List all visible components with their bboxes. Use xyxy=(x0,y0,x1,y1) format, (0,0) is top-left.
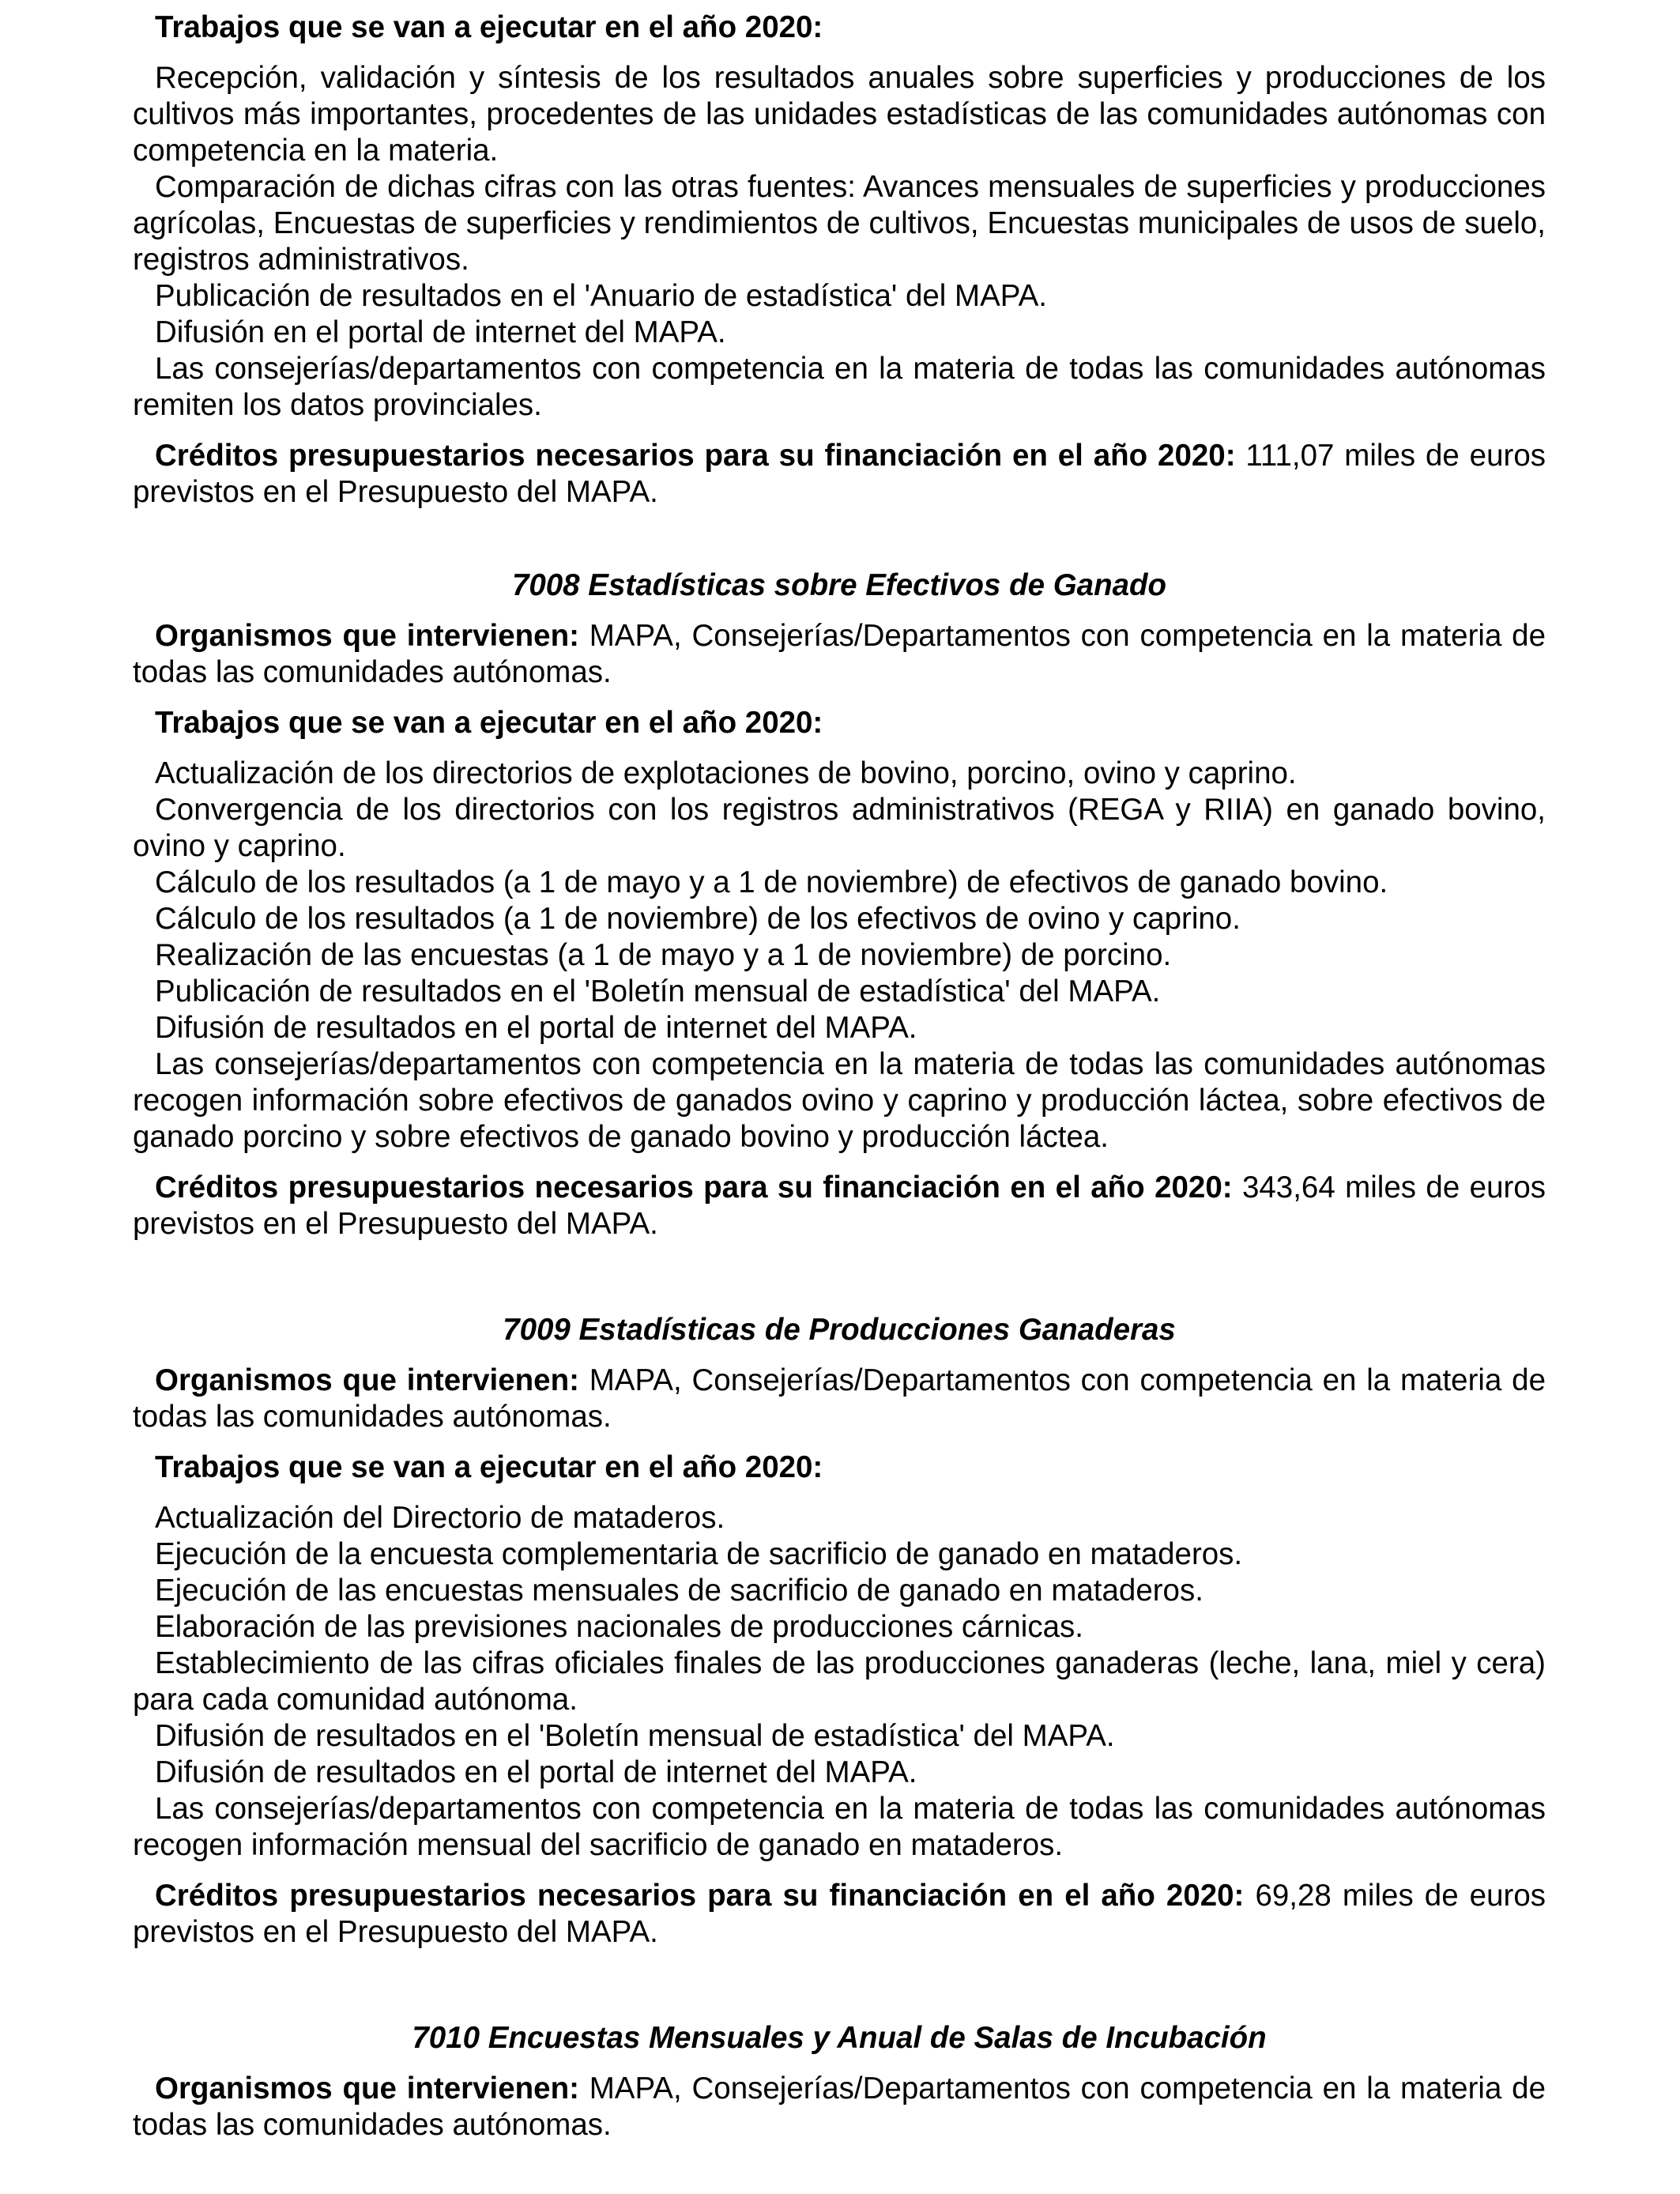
works-heading: Trabajos que se van a ejecutar en el año 2020: xyxy=(155,1450,823,1484)
works-list xyxy=(133,1500,1546,1864)
section-7007-continued xyxy=(133,9,1546,511)
credits-label: Créditos presupuestarios necesarios para su financiación en el año 2020: xyxy=(155,1879,1245,1913)
credits-text: 343,64 miles de euros previstos en el Presupuesto del MAPA. xyxy=(133,1171,1546,1241)
credits-paragraph xyxy=(133,438,1546,511)
organisms-text: MAPA, Consejerías/Departamentos con competencia en la materia de todas las comunidades autónomas. xyxy=(133,2071,1546,2142)
list-item: Comparación de dichas cifras con las otras fuentes: Avances mensuales de superficies y producciones agrícolas, Encuestas de superficies y rendimientos de cultivos, Encuestas municipales de usos de suelo, registros administrativos. xyxy=(133,170,1546,277)
section-7009 xyxy=(133,1312,1546,1951)
list-item: Publicación de resultados en el 'Anuario de estadística' del MAPA. xyxy=(155,279,1048,313)
section-7008 xyxy=(133,567,1546,1242)
section-7010 xyxy=(133,2020,1546,2143)
list-item: Establecimiento de las cifras oficiales finales de las producciones ganaderas (leche, lana, miel y cera) para cada comunidad autónoma. xyxy=(133,1646,1546,1717)
organisms-text: MAPA, Consejerías/Departamentos con competencia en la materia de todas las comunidades autónomas. xyxy=(133,1363,1546,1434)
list-item: Cálculo de los resultados (a 1 de noviembre) de los efectivos de ovino y caprino. xyxy=(155,902,1241,936)
organisms-label: Organismos que intervienen: xyxy=(155,619,579,653)
works-heading: Trabajos que se van a ejecutar en el año 2020: xyxy=(155,10,823,44)
works-list xyxy=(133,60,1546,424)
list-item: Elaboración de las previsiones nacionales de producciones cárnicas. xyxy=(155,1610,1083,1644)
credits-label: Créditos presupuestarios necesarios para su financiación en el año 2020: xyxy=(155,1171,1233,1204)
list-item: Actualización del Directorio de mataderos. xyxy=(155,1501,725,1535)
list-item: Las consejerías/departamentos con competencia en la materia de todas las comunidades autónomas recogen información sobre efectivos de ganados ovino y caprino y producción láctea, sobre efectivos de ganado porcino y sobre efectivos de ganado bovino y producción láctea. xyxy=(133,1047,1546,1154)
list-item: Actualización de los directorios de explotaciones de bovino, porcino, ovino y caprino. xyxy=(155,756,1297,790)
section-title: 7008 Estadísticas sobre Efectivos de Ganado xyxy=(511,568,1167,602)
credits-paragraph xyxy=(133,1170,1546,1242)
list-item: Ejecución de la encuesta complementaria de sacrificio de ganado en mataderos. xyxy=(155,1537,1243,1571)
credits-paragraph xyxy=(133,1878,1546,1951)
list-item: Difusión de resultados en el portal de internet del MAPA. xyxy=(155,1011,917,1045)
organisms-label: Organismos que intervienen: xyxy=(155,2071,579,2105)
list-item: Recepción, validación y síntesis de los resultados anuales sobre superficies y producciones de los cultivos más importantes, procedentes de las unidades estadísticas de las comunidades autónomas con competencia en la materia. xyxy=(133,61,1546,168)
list-item: Publicación de resultados en el 'Boletín mensual de estadística' del MAPA. xyxy=(155,974,1161,1008)
works-heading: Trabajos que se van a ejecutar en el año 2020: xyxy=(155,706,823,740)
list-item: Las consejerías/departamentos con competencia en la materia de todas las comunidades autónomas remiten los datos provinciales. xyxy=(133,352,1546,422)
list-item: Las consejerías/departamentos con competencia en la materia de todas las comunidades autónomas recogen información mensual del sacrificio de ganado en mataderos. xyxy=(133,1792,1546,1862)
organisms-paragraph xyxy=(133,1363,1546,1435)
organisms-label: Organismos que intervienen: xyxy=(155,1363,579,1397)
works-list xyxy=(133,756,1546,1155)
credits-text: 111,07 miles de euros previstos en el Presupuesto del MAPA. xyxy=(133,439,1546,509)
list-item: Cálculo de los resultados (a 1 de mayo y a 1 de noviembre) de efectivos de ganado bovino. xyxy=(155,865,1388,899)
organisms-text: MAPA, Consejerías/Departamentos con competencia en la materia de todas las comunidades autónomas. xyxy=(133,619,1546,689)
organisms-paragraph xyxy=(133,2071,1546,2143)
section-title: 7009 Estadísticas de Producciones Ganaderas xyxy=(503,1313,1176,1347)
list-item: Difusión en el portal de internet del MAPA. xyxy=(155,315,726,349)
list-item: Realización de las encuestas (a 1 de mayo y a 1 de noviembre) de porcino. xyxy=(155,938,1172,972)
list-item: Convergencia de los directorios con los registros administrativos (REGA y RIIA) en ganado bovino, ovino y caprino. xyxy=(133,793,1546,863)
section-title: 7010 Encuestas Mensuales y Anual de Salas de Incubación xyxy=(412,2021,1267,2055)
credits-text: 69,28 miles de euros previstos en el Presupuesto del MAPA. xyxy=(133,1879,1546,1949)
organisms-paragraph xyxy=(133,618,1546,691)
list-item: Difusión de resultados en el portal de internet del MAPA. xyxy=(155,1755,917,1789)
list-item: Ejecución de las encuestas mensuales de sacrificio de ganado en mataderos. xyxy=(155,1574,1203,1608)
credits-label: Créditos presupuestarios necesarios para su financiación en el año 2020: xyxy=(155,439,1236,473)
list-item: Difusión de resultados en el 'Boletín mensual de estadística' del MAPA. xyxy=(155,1719,1115,1753)
